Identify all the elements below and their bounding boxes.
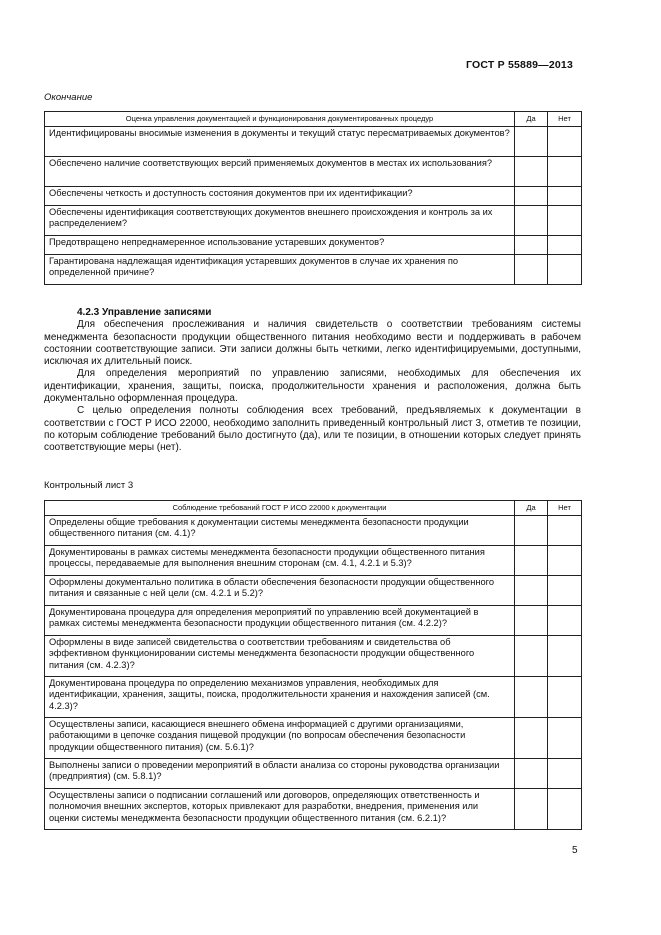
no-cell[interactable] [548,157,582,187]
paragraph: Для обеспечения прослеживания и наличия свидетельств о соответствии требованиям системы менеджмента безопасности продукции общественного питания необходимо вести и поддерживать в рабочем состоянии соответствующие записи. Эти записи должны быть четкими, легко идентифицируемыми, доступными, исключая их длительный поиск. [44,319,581,368]
table-row [45,576,582,606]
yes-cell[interactable] [515,255,548,285]
table-row [45,789,582,830]
table-row [45,606,582,636]
table-checklist-3 [44,500,582,830]
column-header-yes: Да [515,112,548,127]
table-row [45,636,582,677]
yes-cell[interactable] [515,127,548,157]
row-question: Гарантирована надлежащая идентификация устаревших документов в случае их хранения по определенной причине? [45,255,515,285]
yes-cell[interactable] [515,546,548,576]
row-question: Оформлены в виде записей свидетельства о соответствии требованиям и свидетельства об эффективном функционировании системы менеджмента безопасности продукции общественного питания (см. 4.2.3)? [45,636,515,677]
table-row [45,546,582,576]
column-header-criteria: Соблюдение требований ГОСТ Р ИСО 22000 к документации [45,501,515,516]
column-header-criteria: Оценка управления документацией и функционирования документированных процедур [45,112,515,127]
row-question: Документирована процедура по определению механизмов управления, необходимых для идентификации, хранения, защиты, поиска, продолжительности хранения и нахождения записей (см. 4.2.3)? [45,677,515,718]
no-cell[interactable] [548,759,582,789]
no-cell[interactable] [548,576,582,606]
row-question: Оформлены документально политика в области обеспечения безопасности продукции общественного питания и связанные с ней цели (см. 4.2.1 и 5.2)? [45,576,515,606]
no-cell[interactable] [548,677,582,718]
yes-cell[interactable] [515,236,548,255]
row-question: Обеспечены четкость и доступность состояния документов при их идентификации? [45,187,515,206]
table-row [45,157,582,187]
row-question: Идентифицированы вносимые изменения в документы и текущий статус пересматриваемых документов? [45,127,515,157]
ending-label: Окончание [44,92,93,103]
row-question: Определены общие требования к документации системы менеджмента безопасности продукции общественного питания (см. 4.1)? [45,516,515,546]
checklist-label: Контрольный лист 3 [44,480,134,491]
yes-cell[interactable] [515,636,548,677]
table-row [45,206,582,236]
table-row [45,255,582,285]
section-heading: 4.2.3 Управление записями [77,307,212,318]
page-number: 5 [572,845,578,856]
row-question: Документированы в рамках системы менеджмента безопасности продукции общественного питания процессы, передаваемые для выполнения внешним сторонам (см. 4.1, 4.2.1 и 5.3)? [45,546,515,576]
no-cell[interactable] [548,718,582,759]
no-cell[interactable] [548,546,582,576]
paragraph: С целью определения полноты соблюдения всех требований, предъявляемых к документации в соответствии с ГОСТ Р ИСО 22000, необходимо заполнить приведенный контрольный лист 3, отметив те позиции, по которым соблюдение требований было достигнуто (да), или те позиции, в отношении которых следует принять соответствующие меры (нет). [44,405,581,454]
table-header-row [45,112,582,127]
row-question: Осуществлены записи о подписании соглашений или договоров, определяющих ответственность и полномочия внешних экспертов, которых привлекают для разработки, внедрения, применения или оценки системы менеджмента безопасности продукции общественного питания (см. 6.2.1)? [45,789,515,830]
paragraph: Для определения мероприятий по управлению записями, необходимых для обеспечения их идентификации, хранения, защиты, поиска, продолжительности хранения и расположения, должна быть документально оформленная процедура. [44,368,581,405]
yes-cell[interactable] [515,677,548,718]
row-question: Обеспечены идентификация соответствующих документов внешнего происхождения и контроль за их распределением? [45,206,515,236]
yes-cell[interactable] [515,187,548,206]
table-row [45,677,582,718]
no-cell[interactable] [548,606,582,636]
row-question: Выполнены записи о проведении мероприятий в области анализа со стороны руководства организации (предприятия) (см. 5.8.1)? [45,759,515,789]
no-cell[interactable] [548,636,582,677]
row-question: Документирована процедура для определения мероприятий по управлению всей документацией в рамках системы менеджмента безопасности продукции общественного питания (см. 4.2.2)? [45,606,515,636]
no-cell[interactable] [548,255,582,285]
yes-cell[interactable] [515,576,548,606]
yes-cell[interactable] [515,516,548,546]
no-cell[interactable] [548,127,582,157]
table-row [45,718,582,759]
yes-cell[interactable] [515,718,548,759]
yes-cell[interactable] [515,206,548,236]
row-question: Обеспечено наличие соответствующих версий применяемых документов в местах их использования? [45,157,515,187]
column-header-yes: Да [515,501,548,516]
no-cell[interactable] [548,236,582,255]
table-row [45,187,582,206]
records-management-section [44,307,581,455]
row-question: Предотвращено непреднамеренное использование устаревших документов? [45,236,515,255]
yes-cell[interactable] [515,759,548,789]
no-cell[interactable] [548,187,582,206]
table-header-row [45,501,582,516]
row-question: Осуществлены записи, касающиеся внешнего обмена информацией с другими организациями, работающими в цепочке создания пищевой продукции (по вопросам обеспечения безопасности продукции общественного питания) (см. 5.6.1)? [45,718,515,759]
column-header-no: Нет [548,501,582,516]
document-code: ГОСТ Р 55889—2013 [466,59,574,71]
table-row [45,516,582,546]
yes-cell[interactable] [515,789,548,830]
table-row [45,759,582,789]
column-header-no: Нет [548,112,582,127]
no-cell[interactable] [548,206,582,236]
no-cell[interactable] [548,516,582,546]
table-row [45,236,582,255]
no-cell[interactable] [548,789,582,830]
table-document-control [44,111,582,285]
yes-cell[interactable] [515,606,548,636]
yes-cell[interactable] [515,157,548,187]
table-row [45,127,582,157]
